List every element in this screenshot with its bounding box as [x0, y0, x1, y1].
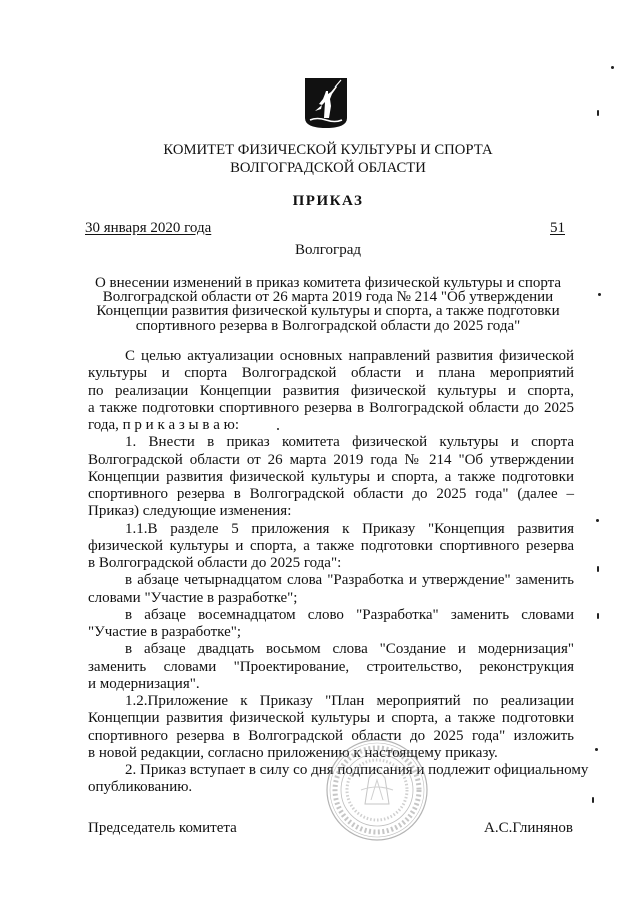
org-name-line-2: ВОЛГОГРАДСКОЙ ОБЛАСТИ	[230, 160, 426, 176]
scan-mark	[597, 613, 599, 619]
body-line: года, п р и к а з ы в а ю:	[88, 417, 240, 433]
body-line: 1.1.В разделе 5 приложения к Приказу "Концепция развития	[125, 520, 574, 537]
body-line: а также подготовки спортивного резерва в Волгоградской области до 2025	[88, 399, 574, 416]
volgograd-coat-of-arms-icon	[305, 78, 347, 128]
body-line: Приказ) следующие изменения:	[88, 503, 292, 520]
scan-mark	[611, 66, 614, 69]
body-line: культуры и спорта Волгоградской области и плана мероприятий	[88, 365, 574, 382]
signatory-position: Председатель комитета	[88, 820, 237, 836]
signatory-name: А.С.Глинянов	[484, 820, 573, 836]
body-line: опубликованию.	[88, 779, 193, 796]
body-line: Концепции развития физической культуры и спорта, а также подготовки	[88, 468, 574, 485]
scan-mark	[596, 519, 599, 522]
body-line: и модернизация".	[88, 675, 200, 692]
body-line: физической культуры и спорта, а также подготовки спортивного резерва	[88, 537, 574, 554]
body-line: Концепции развития физической культуры и спорта, а также подготовки	[88, 710, 574, 727]
document-type: ПРИКАЗ	[292, 193, 364, 209]
title-line: Волгоградской области от 26 марта 2019 года № 214 "Об утверждении	[102, 289, 554, 306]
body-line: по реализации Концепции развития физической культуры и спорта,	[88, 382, 574, 399]
order-body	[88, 348, 589, 797]
order-title	[86, 276, 570, 333]
scan-mark	[597, 566, 599, 572]
body-line: словами "Участие в разработке";	[88, 589, 298, 606]
body-line: в Волгоградской области до 2025 года":	[88, 555, 342, 571]
body-line: в абзаце двадцать восьмом слова "Создание и модернизация"	[125, 641, 574, 658]
order-date: 30 января 2020 года	[85, 220, 212, 236]
scan-mark	[597, 110, 599, 116]
body-line: "Участие в разработке";	[88, 624, 242, 640]
body-line: 1. Внести в приказ комитета физической культуры и спорта	[125, 434, 574, 451]
title-line: Концепции развития физической культуры и спорта, а также подготовки	[96, 303, 560, 320]
scan-mark	[592, 797, 594, 803]
order-number: 51	[550, 220, 565, 236]
body-line: 1.2.Приложение к Приказу "План мероприятий по реализации	[125, 693, 574, 709]
body-line: спортивного резерва в Волгоградской области до 2025 года" изложить	[88, 727, 574, 744]
body-line: С целью актуализации основных направлений развития физической	[125, 348, 574, 364]
body-line: в новой редакции, согласно приложению к настоящему приказу.	[88, 744, 498, 761]
body-line: заменить словами "Проектирование, строительство, реконструкция	[88, 658, 574, 675]
scan-mark	[277, 428, 279, 430]
org-name-line-1: КОМИТЕТ ФИЗИЧЕСКОЙ КУЛЬТУРЫ И СПОРТА	[163, 142, 493, 158]
scan-mark	[595, 748, 598, 751]
scan-mark	[598, 293, 601, 296]
body-line: 2. Приказ вступает в силу со дня подписания и подлежит официальному	[125, 762, 589, 778]
body-line: спортивного резерва в Волгоградской области до 2025 года" (далее –	[88, 486, 574, 502]
body-line: в абзаце четырнадцатом слова "Разработка и утверждение" заменить	[125, 572, 574, 589]
city: Волгоград	[294, 242, 361, 258]
body-line: Волгоградской области от 26 марта 2019 года № 214 "Об утверждении	[88, 451, 574, 468]
body-line: в абзаце восемнадцатом слово "Разработка" заменить словами	[125, 606, 574, 623]
title-line: О внесении изменений в приказ комитета физической культуры и спорта	[94, 275, 562, 291]
title-line: спортивного резерва в Волгоградской области до 2025 года"	[135, 317, 521, 334]
